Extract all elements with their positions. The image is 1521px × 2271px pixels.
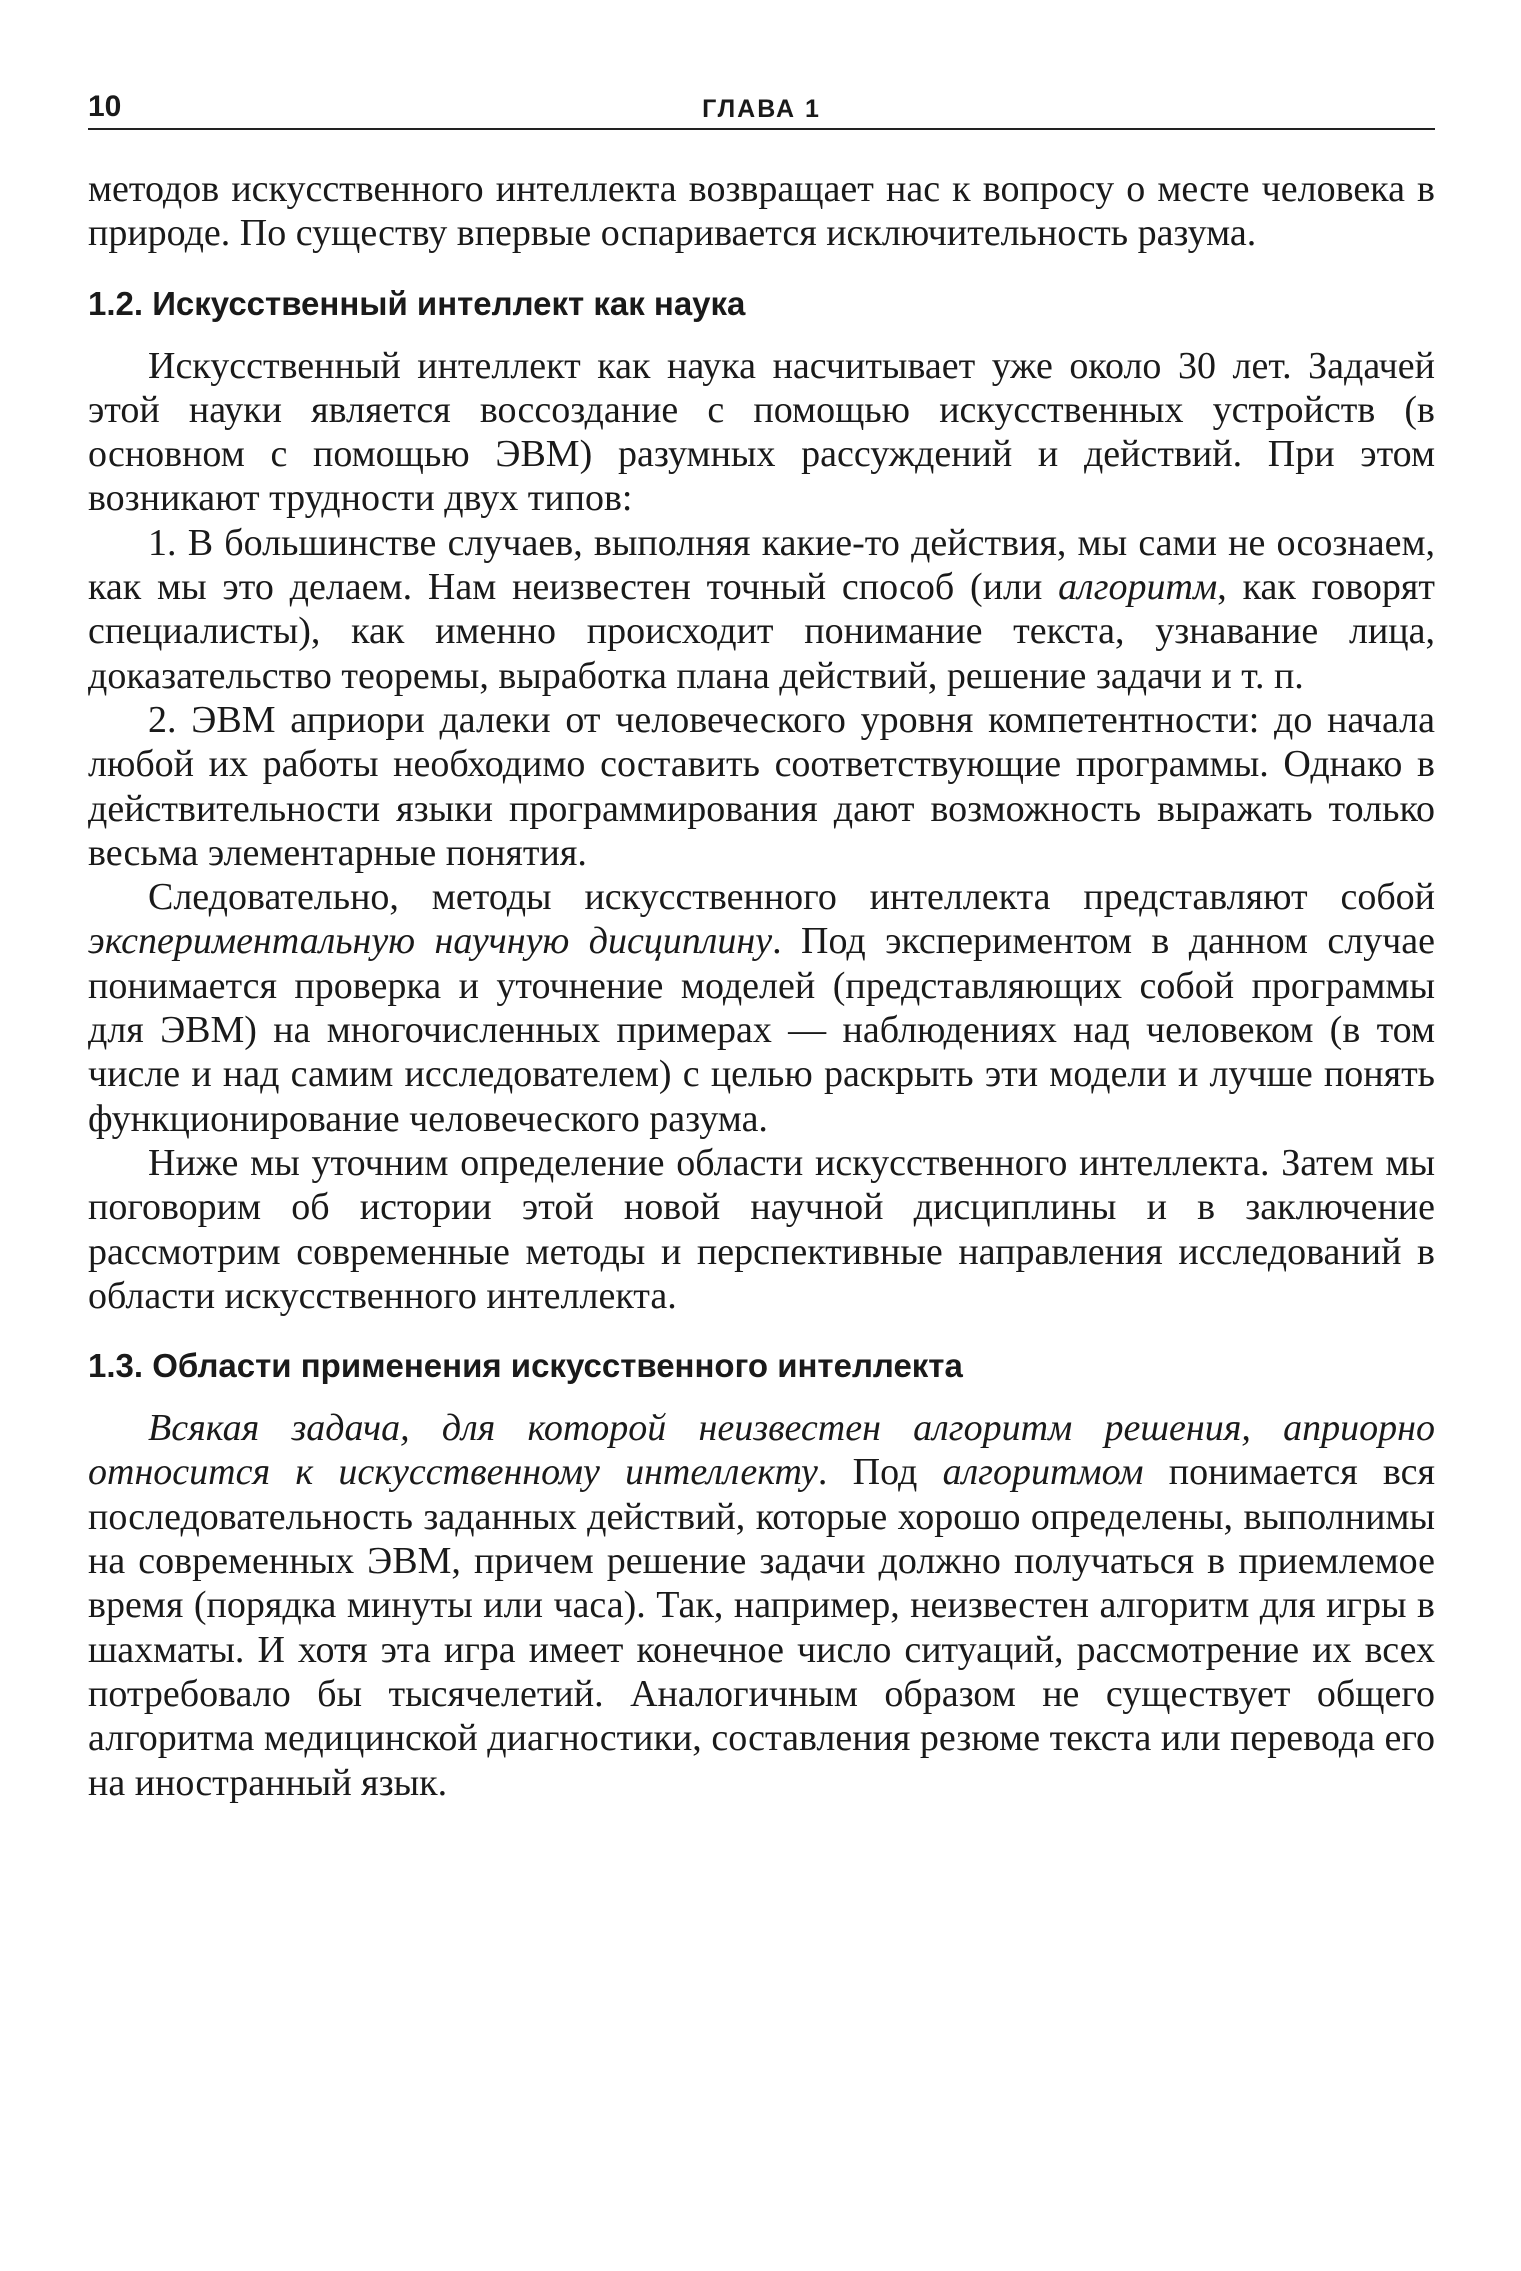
paragraph-applications-emphasis-2: алгоритмом bbox=[942, 1451, 1144, 1494]
paragraph-applications-emphasis-1: Всякая задача, для которой неизвестен алгоритм решения, априорно относится к искусственному интеллекту bbox=[88, 1407, 1435, 1494]
list-item-1 bbox=[88, 521, 1435, 698]
paragraph-experimental-emphasis: экспериментальную научную дисциплину bbox=[88, 920, 773, 963]
section-heading-1-2: 1.2. Искусственный интеллект как наука bbox=[88, 284, 746, 322]
list-item-1-text-b: , как говорят специалисты), как именно происходит понимание текста, узнавание лица, доказательство теоремы, выработка плана действий, решение задачи и т. п. bbox=[88, 566, 1435, 697]
list-item-2: 2. ЭВМ априори далеки от человеческого уровня компетентности: до начала любой их работы необходимо составить соответствующие программы. Однако в действительности языки программирования дают возможность выражать только весьма элементарные понятия. bbox=[88, 698, 1435, 874]
chapter-label: ГЛАВА 1 bbox=[702, 95, 821, 123]
paragraph-continued: методов искусственного интеллекта возвращает нас к вопросу о месте человека в природе. По существу впервые оспаривается исключительность разума. bbox=[88, 168, 1435, 255]
running-header bbox=[88, 84, 1435, 130]
paragraph-applications bbox=[88, 1406, 1435, 1805]
paragraph-experimental-text-a: Следовательно, методы искусственного интеллекта представляют собой bbox=[148, 876, 1435, 919]
paragraph-experimental-text-b: . Под экспериментом в данном случае понимается проверка и уточнение моделей (представляющих собой программы для ЭВМ) на многочисленных примерах — наблюдениях над человеком (в том числе и над самим исследователем) с целью раскрыть эти модели и лучше понять функционирование человеческого разума. bbox=[88, 920, 1436, 1140]
paragraph-applications-text-a: . Под bbox=[817, 1451, 943, 1494]
paragraph-experimental-discipline bbox=[88, 875, 1435, 1141]
list-item-1-emphasis: алгоритм bbox=[1058, 566, 1218, 609]
book-page bbox=[88, 84, 1435, 1805]
paragraph-outline: Ниже мы уточним определение области искусственного интеллекта. Затем мы поговорим об истории этой новой научной дисциплины и в заключение рассмотрим современные методы и перспективные направления исследований в области искусственного интеллекта. bbox=[88, 1141, 1435, 1317]
page-number: 10 bbox=[88, 90, 122, 123]
section-heading-1-3: 1.3. Области применения искусственного интеллекта bbox=[88, 1347, 963, 1385]
list-item-1-text-a: 1. В большинстве случаев, выполняя какие-то действия, мы сами не осознаем, как мы это делаем. Нам неизвестен точный способ (или bbox=[88, 521, 1435, 609]
paragraph-ai-as-science: Искусственный интеллект как наука насчитывает уже около 30 лет. Задачей этой науки является воссоздание с помощью искусственных устройств (в основном с помощью ЭВМ) разумных рассуждений и действий. При этом возникают трудности двух типов: bbox=[88, 344, 1435, 520]
paragraph-applications-text-b: понимается вся последовательность заданных действий, которые хорошо определены, выполнимы на современных ЭВМ, причем решение задачи должно получаться в приемлемое время (порядка минуты или часа). Так, например, неизвестен алгоритм для игры в шахматы. И хотя эта игра имеет конечное число ситуаций, рассмотрение их всех потребовало бы тысячелетий. Аналогичным образом не существует общего алгоритма медицинской диагностики, составления резюме текста или перевода его на иностранный язык. bbox=[88, 1451, 1435, 1804]
page-content bbox=[88, 167, 1435, 1805]
